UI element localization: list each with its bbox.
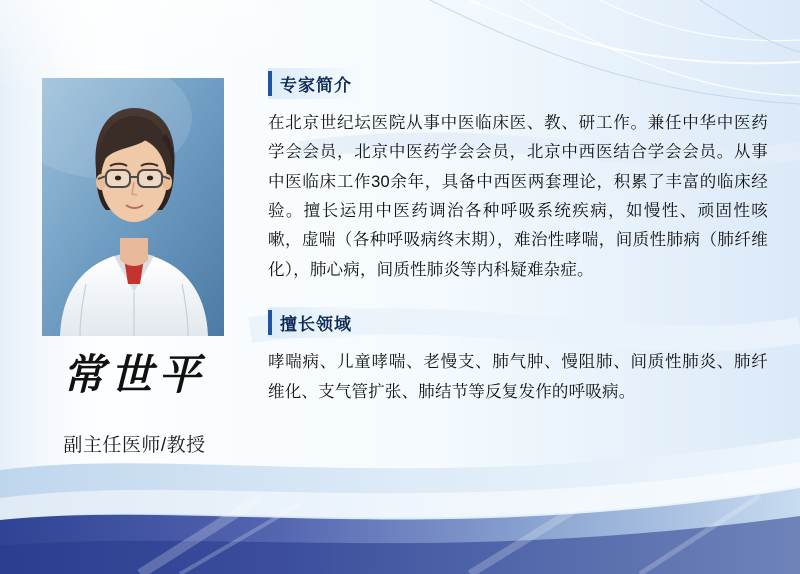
section-intro-heading-label: 专家简介 bbox=[280, 76, 352, 95]
section-intro bbox=[268, 68, 768, 285]
doctor-name: 常世平 bbox=[62, 350, 207, 399]
accent-bar-icon bbox=[268, 310, 272, 335]
profile-content bbox=[268, 68, 768, 407]
accent-bar-icon bbox=[268, 71, 272, 96]
doctor-portrait-illustration bbox=[42, 78, 224, 336]
section-specialty-heading-label: 擅长领域 bbox=[280, 315, 352, 335]
section-specialty-body: 哮喘病、儿童哮喘、老慢支、肺气肿、慢阻肺、间质性肺炎、肺纤维化、支气管扩张、肺结节等反复发作的呼吸病。 bbox=[268, 353, 768, 401]
doctor-title: 副主任医师/教授 bbox=[63, 435, 206, 456]
section-specialty-heading bbox=[268, 307, 362, 338]
section-intro-body: 在北京世纪坛医院从事中医临床医、教、研工作。兼任中华中医药学会会员，北京中医药学会会员，北京中西医结合学会会员。从事中医临床工作30余年，具备中西医两套理论，积累了丰富的临床经验。擅长运用中医药调治各种呼吸系统疾病，如慢性、顽固性咳嗽，虚喘（各种呼吸病终末期），难治性哮喘，间质性肺病（肺纤维化），肺心病，间质性肺炎等内科疑难杂症。 bbox=[268, 114, 768, 279]
doctor-photo bbox=[42, 78, 224, 336]
section-intro-heading bbox=[268, 68, 362, 99]
section-specialty bbox=[268, 307, 768, 407]
